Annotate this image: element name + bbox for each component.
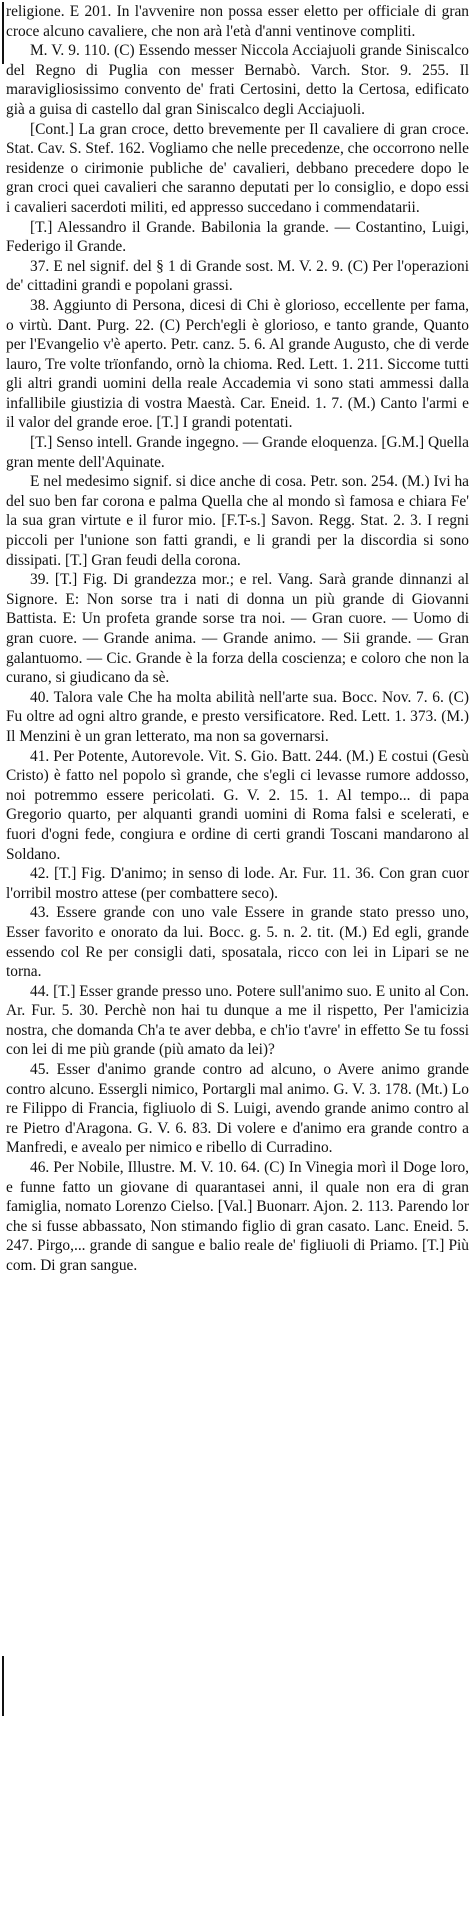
margin-rule-top — [2, 2, 4, 64]
entry-paragraph: 43. Essere grande con uno vale Essere in grande stato presso uno, Esser favorito e onorato da lui. Bocc. g. 5. n. 2. tit. (M.) Ed egli, grande essendo col Re per consigli dati, sposatala, ricco con lei in Lipari se ne torna. — [6, 904, 469, 981]
entry-paragraph: [T.] Senso intell. Grande ingegno. — Grande eloquenza. [G.M.] Quella gran mente dell'Aquinate. — [6, 434, 469, 471]
entry-paragraph: religione. E 201. In l'avvenire non possa esser eletto per officiale di gran croce alcuno cavaliere, che non arà l'età d'anni ventinove compliti. — [6, 3, 469, 40]
entry-paragraph: 38. Aggiunto di Persona, dicesi di Chi è glorioso, eccellente per fama, o virtù. Dant. Purg. 22. (C) Perch'egli è glorioso, e tanto grande, Quanto per l'Evangelio v'è aperto. Petr. canz. 5. 6. Al grande Augusto, che di verde lauro, Tre volte trïonfando, ornò la chioma. Red. Lett. 1. 211. Siccome tutti gli altri grandi uomini della reale Accademia vi sono stati ammessi dalla infallibile giustizia di vostra Maestà. Car. Eneid. 1. 7. (M.) Canto l'armi e il valor del grande eroe. [T.] I grandi potentati. — [6, 296, 469, 432]
entry-paragraph: 39. [T.] Fig. Di grandezza mor.; e rel. Vang. Sarà grande dinnanzi al Signore. E: Non sorse tra i nati di donna un più grande di Giovanni Battista. E: Un profeta grande sorse tra noi. — Gran cuore. — Uomo di gran cuore. — Grande anima. — Grande animo. — Sii grande. — Gran galantuomo. — Cic. Grande è la forza della coscienza; e coloro che non la curano, si giudicano da sè. — [6, 571, 469, 687]
entry-paragraph: [Cont.] La gran croce, detto brevemente per Il cavaliere di gran croce. Stat. Cav. S. Stef. 162. Vogliamo che nelle precedenze, che occorrono nelle residenze o cirimonie publiche de' cavalieri, debbano precedere dopo le gran croci quei cavalieri che saranno deputati per lo consiglio, e dopo essi i cavalieri sacerdoti militi, ed appresso succedano i commendatarii. — [6, 120, 469, 216]
entry-paragraph: 41. Per Potente, Autorevole. Vit. S. Gio. Batt. 244. (M.) E costui (Gesù Cristo) è fatto nel popolo sì grande, che s'egli ci levasse rumore addosso, noi potremmo essere pericolati. G. V. 2. 15. 1. Al tempo... di papa Gregorio quarto, per alquanti grandi uomini di Roma falsi e scelerati, e fuori d'ogni fede, congiura e ordine di certi grandi Toscani mandarono al Soldano. — [6, 747, 469, 863]
dictionary-page — [6, 2, 469, 1276]
entry-paragraph: M. V. 9. 110. (C) Essendo messer Niccola Acciajuoli grande Siniscalco del Regno di Puglia con messer Bernabò. Varch. Stor. 9. 255. Il maravigliosissimo convento de' frati Certosini, detto la Certosa, edificato già a guisa di castello dal gran Siniscalco degli Acciajuoli. — [6, 42, 469, 118]
margin-rule-bottom — [2, 1656, 4, 1716]
entry-paragraph: 44. [T.] Esser grande presso uno. Potere sull'animo suo. E unito al Con. Ar. Fur. 5. 30. Perchè non hai tu dunque a me il rispetto, Per l'amicizia nostra, che domanda Ch'a te aver debba, e ch'io t'avre' in effetto Se tu fossi con lei di me più grande (più amato da lei)? — [6, 982, 469, 1059]
entry-paragraph: [T.] Alessandro il Grande. Babilonia la grande. — Costantino, Luigi, Federigo il Grande. — [6, 218, 469, 256]
entry-paragraph: 40. Talora vale Che ha molta abilità nell'arte sua. Bocc. Nov. 7. 6. (C) Fu oltre ad ogni altro grande, e presto versificatore. Red. Lett. 1. 373. (M.) Il Menzini è un gran letterato, ma non sa governarsi. — [6, 688, 469, 745]
entry-paragraph: E nel medesimo signif. si dice anche di cosa. Petr. son. 254. (M.) Ivi ha del suo ben far corona e palma Quella che al mondo sì famosa e chiara Fe' la sua gran virtute e il furor mio. [F.T-s.] Savon. Regg. Stat. 2. 3. I regni piccoli per l'unione son fatti grandi, e li grandi per la discordia si sono dissipati. [T.] Gran feudi della corona. — [6, 473, 469, 569]
entry-paragraph: 37. E nel signif. del § 1 di Grande sost. M. V. 2. 9. (C) Per l'operazioni de' cittadini grandi e popolani grassi. — [6, 257, 469, 295]
entry-paragraph: 46. Per Nobile, Illustre. M. V. 10. 64. (C) In Vinegia morì il Doge loro, e funne fatto un giovane di quarantasei anni, il quale non era di gran famiglia, nomato Lorenzo Cielso. [Val.] Buonarr. Ajon. 2. 113. Parendo lor che si fusse abbassato, Non stimando figlio di gran casato. Lanc. Eneid. 5. 247. Pirgo,... grande di sangue e balio reale de' figliuoli di Priamo. [T.] Più com. Di gran sangue. — [6, 1159, 469, 1274]
entry-paragraph: 42. [T.] Fig. D'animo; in senso di lode. Ar. Fur. 11. 36. Con gran cuor l'orribil mostro attese (per combattere seco). — [6, 865, 469, 902]
entry-paragraph: 45. Esser d'animo grande contro ad alcuno, o Avere animo grande contro alcuno. Essergli nimico, Portargli mal animo. G. V. 3. 178. (Mt.) Lo re Filippo di Francia, figliuolo di S. Luigi, avendo grande animo contro al re Pietro d'Aragona. G. V. 6. 83. Di volere e d'animo era grande contro a Manfredi, e avealo per nimico e ribello di Curradino. — [6, 1061, 469, 1157]
